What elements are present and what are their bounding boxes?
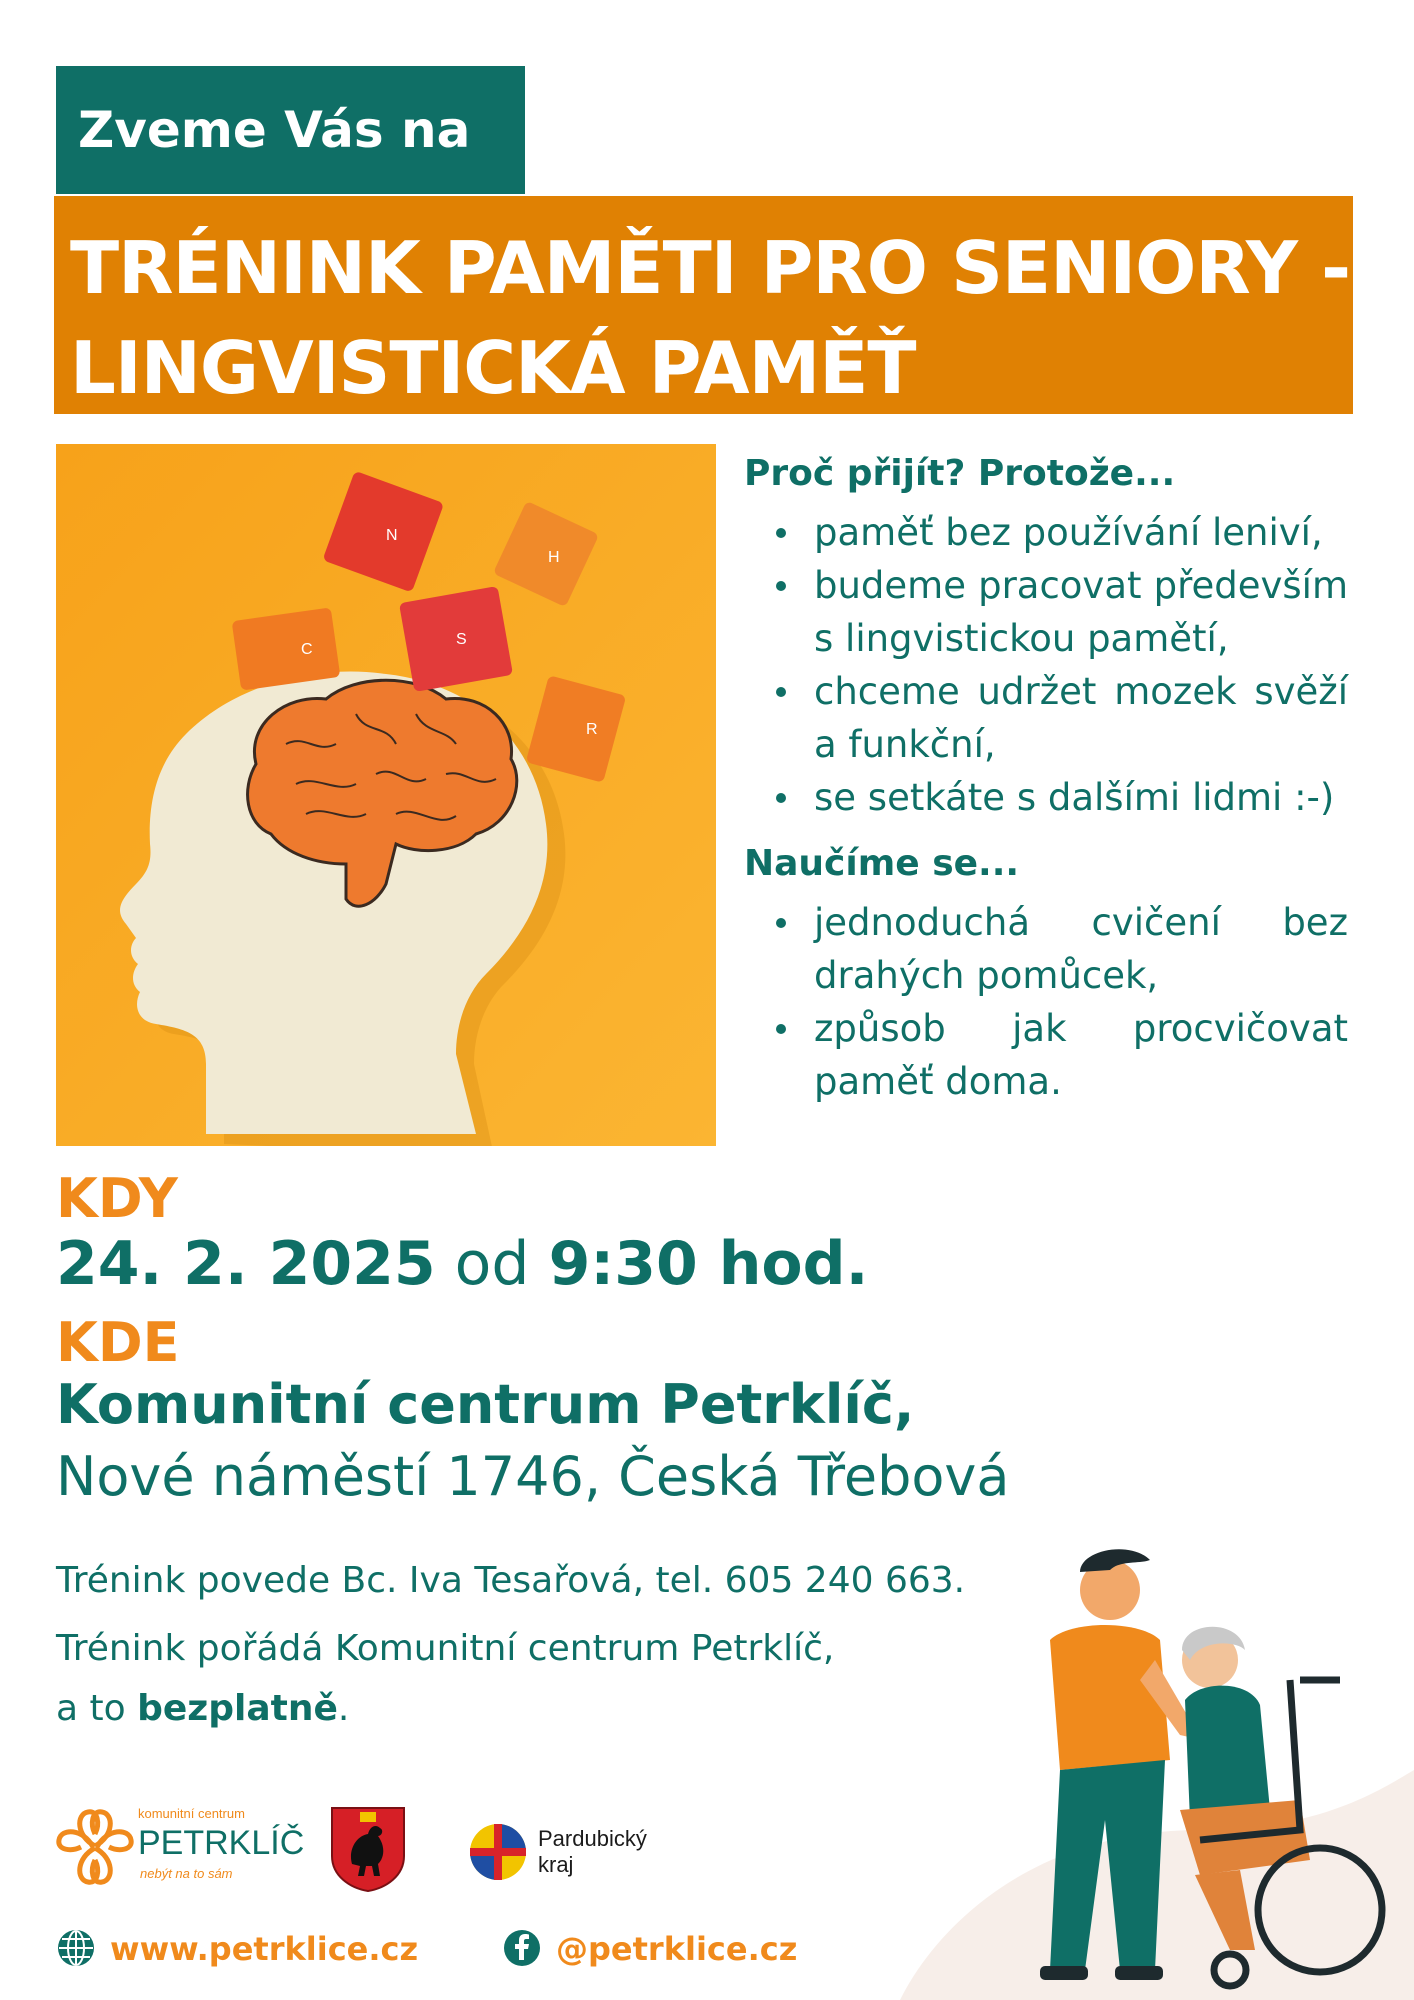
free-bold: bezplatně [137,1688,338,1729]
facebook-link[interactable] [502,1928,798,1970]
website-url[interactable]: www.petrklice.cz [110,1930,419,1968]
clover-icon [56,1806,134,1888]
list-item: se setkáte s dalšími lidmi :-) [744,771,1348,824]
facebook-handle[interactable]: @petrklice.cz [556,1930,798,1968]
svg-text:S: S [456,631,467,648]
event-time: 9:30 hod. [548,1229,869,1299]
where-label: KDE [56,1311,180,1374]
globe-icon [56,1928,96,1968]
free-note [56,1686,349,1732]
svg-text:N: N [386,527,398,544]
caregiver-illustration [900,1530,1414,2000]
pardubicky-kraj-logo [468,1822,668,1886]
brain-puzzle-image [56,444,716,1146]
event-title-line-2: LINGVISTICKÁ PAMĚŤ [70,326,916,410]
learn-heading: Naučíme se... [744,843,1020,884]
venue-name: Komunitní centrum Petrklíč, [56,1373,915,1436]
city-coat-of-arms-icon [330,1806,406,1892]
organizer-note: Trénink pořádá Komunitní centrum Petrklíč, [56,1628,835,1669]
learn-list [744,896,1348,1108]
svg-text:C: C [301,641,313,658]
free-suffix: . [337,1688,350,1729]
event-title-line-1: TRÉNINK PAMĚTI PRO SENIORY - [70,226,1350,310]
event-datetime [56,1228,868,1300]
list-item: způsob jak procvičovat paměť doma. [744,1002,1348,1108]
petrklic-subtitle: komunitní centrum [138,1806,245,1821]
list-item: budeme pracovat především s lingvistickou pamětí, [744,559,1348,665]
region-name-line-1: Pardubický [538,1826,647,1851]
petrklic-tagline: nebýt na to sám [140,1866,233,1881]
invite-text: Zveme Vás na [78,101,471,159]
lead-note: Trénink povede Bc. Iva Tesařová, tel. 605 240 663. [56,1560,966,1601]
when-label: KDY [56,1167,178,1230]
info-column [744,448,1348,1122]
website-link[interactable] [56,1928,419,1970]
invite-banner [56,66,525,194]
list-item: jednoduchá cvičení bez drahých pomůcek, [744,896,1348,1002]
why-heading: Proč přijít? Protože... [744,453,1176,494]
region-name-line-2: kraj [538,1852,574,1877]
svg-text:R: R [586,721,598,738]
venue-address: Nové náměstí 1746, Česká Třebová [56,1445,1010,1508]
facebook-icon [502,1928,542,1968]
list-item: chceme udržet mozek svěží a funkční, [744,665,1348,771]
why-list [744,506,1348,824]
region-icon [468,1822,528,1882]
list-item: paměť bez používání leniví, [744,506,1348,559]
svg-text:H: H [548,549,560,566]
event-date: 24. 2. 2025 [56,1229,436,1299]
region-name [538,1826,647,1878]
petrklic-logo [56,1806,305,1888]
free-prefix: a to [56,1688,138,1729]
event-title-banner [54,196,1353,414]
datetime-connector: od [435,1229,549,1299]
petrklic-name: PETRKLÍČ [138,1824,305,1862]
